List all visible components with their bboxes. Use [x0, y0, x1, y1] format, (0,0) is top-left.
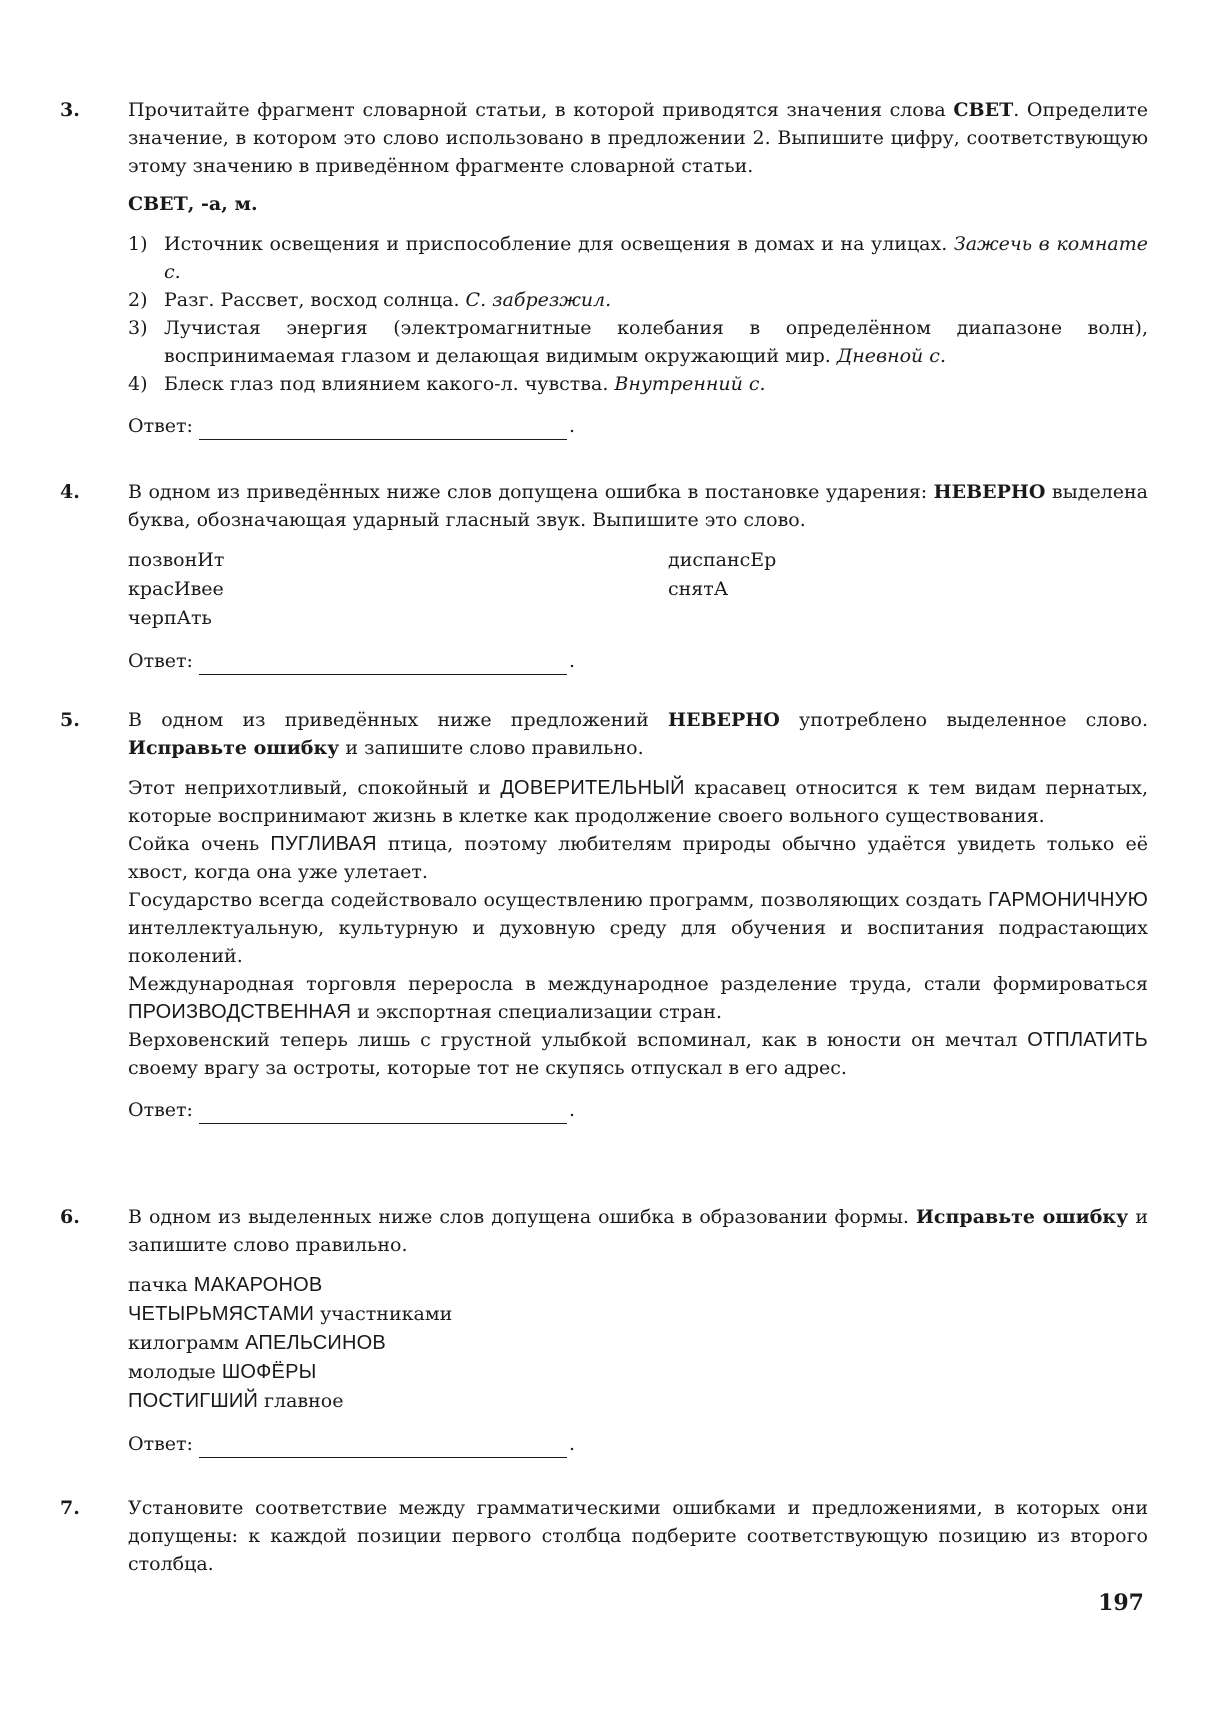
sentence-list: [128, 774, 1148, 1082]
answer-label: Ответ:: [128, 1099, 193, 1121]
answer-field[interactable]: Ответ: .: [128, 412, 1148, 440]
answer-line[interactable]: [199, 417, 567, 440]
list-item: ЧЕТЫРЬМЯСТАМИ участниками: [128, 1303, 453, 1325]
task-number: 3.: [60, 99, 80, 121]
answer-field[interactable]: Ответ: .: [128, 1096, 1148, 1124]
definition-item: 1) Источник освещения и приспособление для освещения в домах и на улицах. Зажечь в комнате с.: [128, 233, 1148, 283]
task-body: [128, 706, 1148, 1124]
list-item: Международная торговля переросла в международное разделение труда, стали формироваться ПРОИЗВОДСТВЕННАЯ и экспортная специализации стран.: [128, 973, 1148, 1023]
definition-list: [128, 230, 1148, 398]
task-instruction: В одном из приведённых ниже слов допущена ошибка в постановке ударения: НЕВЕРНО выделена буква, обозначающая ударный гласный звук. Выпишите это слово.: [128, 481, 1148, 531]
task-instruction: В одном из приведённых ниже предложений НЕВЕРНО употреблено выделенное слово. Исправьте ошибку и запишите слово правильно.: [128, 709, 1149, 759]
list-item: диспансЕр: [668, 549, 777, 571]
answer-label: Ответ:: [128, 650, 193, 672]
task-number: 5.: [60, 709, 80, 731]
list-item: красИвее: [128, 578, 224, 600]
definition-item: 2) Разг. Рассвет, восход солнца. С. забрезжил.: [128, 289, 612, 311]
list-item: молодые ШОФЁРЫ: [128, 1361, 317, 1383]
list-item: Сойка очень ПУГЛИВАЯ птица, поэтому любителям природы обычно удаётся увидеть только её хвост, когда она уже улетает.: [128, 833, 1148, 883]
task-number: 7.: [60, 1497, 80, 1519]
definition-item: 4) Блеск глаз под влиянием какого-л. чувства. Внутренний с.: [128, 373, 766, 395]
answer-line[interactable]: [199, 652, 567, 675]
task-body: [128, 1494, 1148, 1578]
task-instruction: Прочитайте фрагмент словарной статьи, в которой приводятся значения слова СВЕТ. Определите значение, в котором это слово использовано в предложении 2. Выпишите цифру, соответствующую этому значению в приведённом фрагменте словарной статьи.: [128, 99, 1148, 177]
word-list: [128, 546, 1148, 633]
task-body: [128, 1203, 1148, 1458]
list-item: Этот неприхотливый, спокойный и ДОВЕРИТЕЛЬНЫЙ красавец относится к тем видам пернатых, которые воспринимают жизнь в клетке как продолжение своего вольного существования.: [128, 777, 1148, 827]
dictionary-headword: СВЕТ, -а, м.: [128, 193, 258, 215]
word-form-list: [128, 1271, 1148, 1416]
task-number: 4.: [60, 481, 80, 503]
task-body: [128, 96, 1148, 440]
task-instruction: Установите соответствие между грамматическими ошибками и предложениями, в которых они допущены: к каждой позиции первого столбца подберите соответствующую позицию из второго столбца.: [128, 1497, 1148, 1575]
list-item: позвонИт: [128, 549, 225, 571]
list-item: снятА: [668, 578, 729, 600]
answer-line[interactable]: [199, 1101, 567, 1124]
answer-label: Ответ:: [128, 1433, 193, 1455]
definition-item: 3) Лучистая энергия (электромагнитные колебания в определённом диапазоне волн), воспринимаемая глазом и делающая видимым окружающий мир. Дневной с.: [128, 317, 1148, 367]
answer-line[interactable]: [199, 1435, 567, 1458]
page-number: 197: [1098, 1590, 1144, 1616]
task-instruction: В одном из выделенных ниже слов допущена ошибка в образовании формы. Исправьте ошибку и запишите слово правильно.: [128, 1206, 1148, 1256]
list-item: килограмм АПЕЛЬСИНОВ: [128, 1332, 386, 1354]
list-item: Государство всегда содействовало осуществлению программ, позволяющих создать ГАРМОНИЧНУЮ интеллектуальную, культурную и духовную среду для обучения и воспитания подрастающих поколений.: [128, 889, 1148, 967]
answer-label: Ответ:: [128, 415, 193, 437]
list-item: черпАть: [128, 607, 212, 629]
task-number: 6.: [60, 1206, 80, 1228]
list-item: ПОСТИГШИЙ главное: [128, 1390, 344, 1412]
answer-field[interactable]: Ответ: .: [128, 647, 1148, 675]
list-item: Верховенский теперь лишь с грустной улыбкой вспоминал, как в юности он мечтал ОТПЛАТИТЬ своему врагу за остроты, которые тот не скупясь отпускал в его адрес.: [128, 1029, 1148, 1079]
task-body: [128, 478, 1148, 675]
list-item: пачка МАКАРОНОВ: [128, 1274, 323, 1296]
answer-field[interactable]: Ответ: .: [128, 1430, 1148, 1458]
